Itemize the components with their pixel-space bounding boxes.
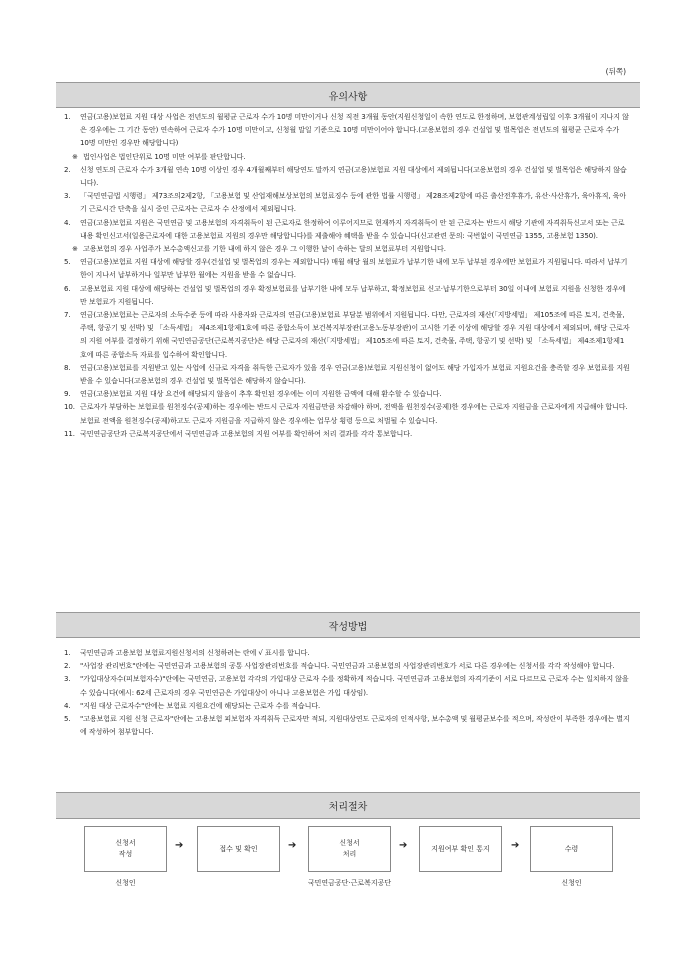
item-text: 연금(고용)보험료 지원 대상 요건에 해당되지 않음이 추후 확인된 경우에는 이미 지원한 금액에 대해 환수할 수 있습니다. xyxy=(80,389,442,399)
item-text: 연금(고용)보험료 지원은 국민연금 및 고용보험의 자격취득이 된 근로자로 한정하여 이루어지므로 현재까지 자격취득이 안 된 근로자는 반드시 해당 기관에 자격취득신고서 또는 근로내용 확인신고서(일용근로자에 대한 고용보험료 지원의 경우만 해당합니다)를 제출해야 혜택을 받을 수 있습니다(신고관련 문의: 국번없이 국민연금 1355, 고용보험 1350). xyxy=(80,217,625,240)
caption-applicant-right: 신청인 xyxy=(561,879,582,887)
item-text: 연금(고용)보험료는 근로자의 소득수준 등에 따라 사용자와 근로자의 연금(고용)보험료 부담분 범위에서 지원됩니다. 다만, 근로자의 재산(「지방세법」 제105조에 따른 토지, 건축물, 주택, 항공기 및 선박) 및 「소득세법」 제4조제1항제1호에 따른 종합소득이 보건복지부장관(고용노동부장관)이 고시한 기준 이상에 해당할 경우 지원 대상에서 제외되며, 해당 근로자의 지원 여부를 결정하기 위해 국민연금공단(근로복지공단)은 해당 근로자의 재산(「지방세법」 제105조에 따른 토지, 건축물, 주택, 항공기 및 선박) 및 「소득세법」 제4조제1항제1호에 따른 종합소득 자료를 입수하여 확인합니다. xyxy=(80,310,630,359)
process-step-processing: 신청서 처리 xyxy=(308,826,391,872)
process-step-receive: 접수 및 확인 xyxy=(197,826,280,872)
list-item xyxy=(64,282,630,308)
process-arrow-3: ➔ xyxy=(399,840,408,851)
note-item xyxy=(64,150,630,163)
item-text: "고용보험료 지원 신청 근로자"란에는 고용보험 피보험자 자격취득 근로자만 적되, 지원대상연도 근로자의 인적사항, 보수총액 및 월평균보수를 적으며, 작성란이 부족한 경우에는 별지에 작성하여 첨부합니다. xyxy=(80,714,630,737)
item-number: ※ xyxy=(72,151,78,161)
item-number: 2. xyxy=(64,661,71,671)
item-number: 3. xyxy=(64,191,71,201)
process-section-header: 처리절차 xyxy=(56,792,640,819)
list-item xyxy=(64,672,630,698)
caption-agencies: 국민연금공단·근로복지공단 xyxy=(307,879,392,887)
process-step-notify: 지원여부 확인 통지 xyxy=(419,826,502,872)
list-item xyxy=(64,387,630,400)
caption-applicant-left: 신청인 xyxy=(115,879,136,887)
list-item xyxy=(64,699,630,712)
item-text: 연금(고용)보험료 지원 대상에 해당할 경우(건설업 및 벌목업의 경우는 제외합니다) 매월 해당 월의 보험료가 납부기한 내에 모두 납부된 경우에만 보험료가 지원됩니다. 따라서 납부기한이 지나서 납부하거나 일부만 납부한 월에는 지원을 받을 수 없습니다. xyxy=(80,257,628,280)
item-number: 5. xyxy=(64,257,71,267)
item-text: "가입대상자수(피보험자수)"란에는 국민연금, 고용보험 각각의 가입대상 근로자 수를 정확하게 적습니다. 국민연금과 고용보험의 자격기준이 서로 다르므로 근로자 수는 일치하지 않을 수 있습니다(예시: 62세 근로자의 경우 국민연금은 가입대상이 아니나 고용보험은 가입 대상임). xyxy=(80,674,629,697)
item-number: 1. xyxy=(64,648,71,657)
list-item xyxy=(64,255,630,281)
list-item xyxy=(64,189,630,215)
list-item xyxy=(64,308,630,361)
instructions-section-header: 작성방법 xyxy=(56,612,640,638)
item-text: 「국민연금법 시행령」 제73조의2제2항, 「고용보험 및 산업재해보상보험의 보험료징수 등에 관한 법률 시행령」 제28조제2항에 따른 출산전후휴가, 유산·사산휴가, 육아휴직, 육아기 근로시간 단축을 실시 중인 근로자는 근로자 수 산정에서 제외됩니다. xyxy=(80,191,627,214)
item-number: 11. xyxy=(64,428,75,438)
item-text: 신청 연도의 근로자 수가 3개월 연속 10명 이상인 경우 4개월째부터 해당연도 말까지 연금(고용)보험료 지원 대상에서 제외됩니다(고용보험의 경우 건설업 및 벌목업은 해당하지 않습니다). xyxy=(80,164,627,188)
list-item xyxy=(64,163,630,189)
item-text: 국민연금과 고용보험 보험료지원신청서의 신청하려는 란에 √ 표시를 합니다. xyxy=(80,648,310,657)
item-number: 5. xyxy=(64,714,71,724)
item-text: 근로자가 부담하는 보험료를 원천징수(공제)하는 경우에는 반드시 근로자 지원금만큼 차감해야 하며, 전액을 원천징수(공제)한 경우에는 근로자 지원금을 근로자에게 지급해야 합니다. 보험료 전액을 원천징수(공제)하고도 근로자 지원금을 지급하지 않은 경우에는 업무상 횡령 등으로 처벌될 수 있습니다. xyxy=(80,402,628,425)
note-item xyxy=(64,242,630,255)
item-number: 4. xyxy=(64,700,71,710)
item-number: 6. xyxy=(64,283,71,293)
page-side-label: (뒤쪽) xyxy=(605,67,626,76)
item-text: "지원 대상 근로자수"란에는 보험료 지원요건에 해당되는 근로자 수를 적습니다. xyxy=(80,700,321,710)
item-number: 3. xyxy=(64,674,71,684)
item-text: 고용보험료 지원 대상에 해당하는 건설업 및 벌목업의 경우 확정보험료를 납부기한 내에 모두 납부하고, 확정보험료 신고·납부기한으로부터 30일 이내에 보험료 지원을 신청한 경우에만 보험료가 지원됩니다. xyxy=(80,283,626,306)
process-arrow-4: ➔ xyxy=(511,840,520,851)
item-number: 4. xyxy=(64,217,71,227)
notes-section-header: 유의사항 xyxy=(56,82,640,108)
list-item xyxy=(64,216,630,242)
item-number: 8. xyxy=(64,362,71,372)
item-number: 10. xyxy=(64,402,75,412)
notes-list xyxy=(64,110,630,440)
item-number: 9. xyxy=(64,389,71,399)
item-text: 연금(고용)보험료 지원 대상 사업은 전년도의 월평균 근로자 수가 10명 미만이거나 신청 직전 3개월 동안(지원신청일이 속한 연도로 한정하며, 보험관계성립일 이후 3개월이 지나지 않은 경우에는 그 기간 동안) 연속하여 근로자 수가 10명 미만이고, 신청월 말일 기준으로 10명 미만이어야 합니다.(고용보험의 경우 건설업 및 벌목업은 전년도의 월평균 근로자 수가 10명 미만인 경우만 해당합니다) xyxy=(80,112,629,148)
item-text: 법인사업은 법인단위로 10명 미만 여부를 판단합니다. xyxy=(83,151,246,161)
item-number: 7. xyxy=(64,310,71,320)
item-text: 국민연금공단과 근로복지공단에서 국민연금과 고용보험의 지원 여부를 확인하여 처리 결과를 각각 통보합니다. xyxy=(80,428,413,438)
instructions-list xyxy=(64,646,630,738)
list-item xyxy=(64,427,630,440)
process-step-apply: 신청서 작성 xyxy=(84,826,167,872)
list-item xyxy=(64,646,630,659)
item-text: 연금(고용)보험료를 지원받고 있는 사업에 신규로 자격을 취득한 근로자가 있을 경우 연금(고용)보험료 지원신청이 없어도 해당 가입자가 보험료 지원요건을 충족할 경우 보험료를 지원받을 수 있습니다(고용보험의 경우 건설업 및 벌목업은 해당하지 않습니다). xyxy=(80,362,630,386)
process-step-receipt: 수령 xyxy=(530,826,613,872)
list-item xyxy=(64,712,630,738)
item-number: ※ xyxy=(72,244,78,254)
item-text: "사업장 관리번호"란에는 국민연금과 고용보험의 공통 사업장관리번호를 적습니다. 국민연금과 고용보험의 사업장관리번호가 서로 다른 경우에는 신청서를 각각 작성해야 합니다. xyxy=(80,661,615,671)
process-arrow-2: ➔ xyxy=(288,840,297,851)
list-item xyxy=(64,361,630,387)
item-number: 1. xyxy=(64,112,71,121)
list-item xyxy=(64,110,630,150)
list-item xyxy=(64,400,630,426)
process-arrow-1: ➔ xyxy=(175,840,184,851)
item-number: 2. xyxy=(64,164,71,174)
item-text: 고용보험의 경우 사업주가 보수총액신고를 기한 내에 하지 않은 경우 그 이행한 날이 속하는 달의 보험료부터 지원합니다. xyxy=(83,244,446,254)
list-item xyxy=(64,659,630,672)
